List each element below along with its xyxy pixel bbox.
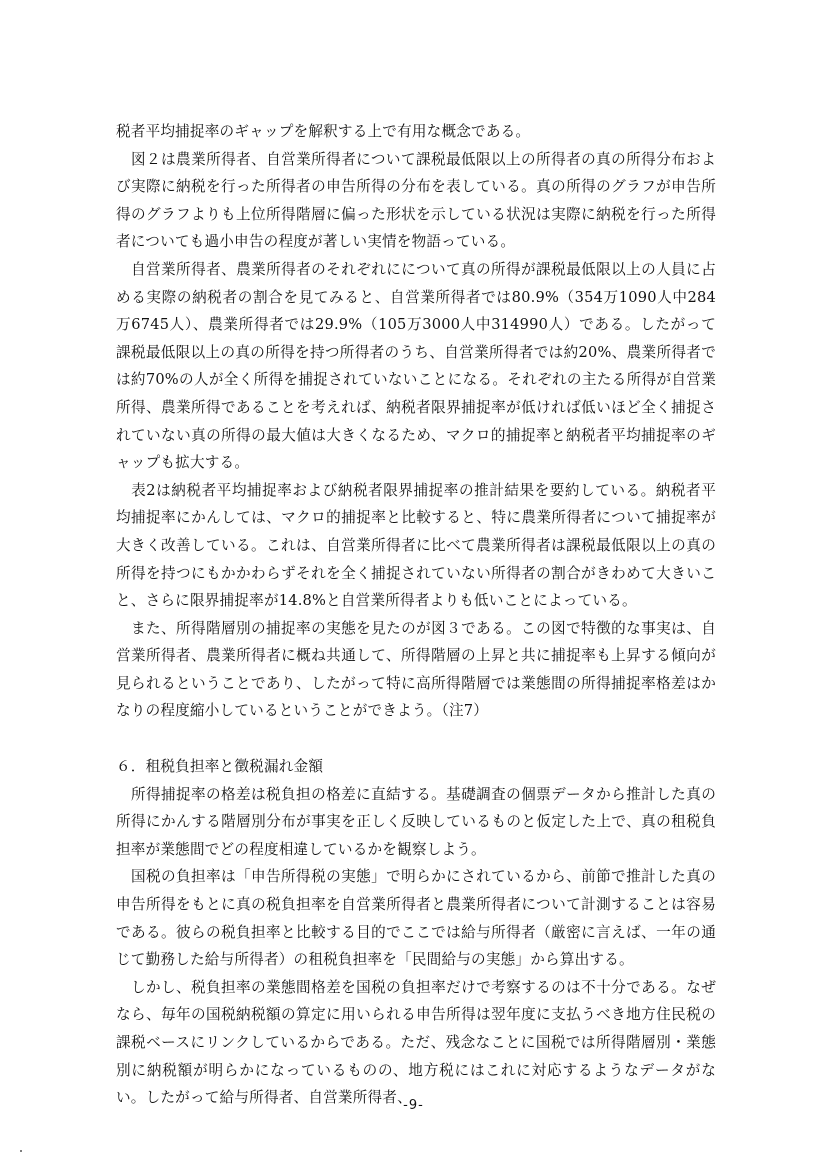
paragraph-taxpayer-ratio: 自営業所得者、農業所得者のそれぞれにについて真の所得が課税最低限以上の人員に占める実際の納税者の割合を見てみると、自営業所得者では80.9%（354万1090人中284万6745人）、農業所得者では29.9%（105万3000人中314990人）である。したがって課税最低限以上の真の所得を持つ所得者のうち、自営業所得者では約20%、農業所得者では約70%の人が全く所得を捕捉されていないことになる。それぞれの主たる所得が自営業所得、農業所得であることを考えれば、納税者限界捕捉率が低ければ低いほど全く捕捉されていない真の所得の最大値は大きくなるため、マクロ的捕捉率と納税者平均捕捉率のギャップも拡大する。 (116, 260, 716, 472)
paragraph-local-tax: しかし、税負担率の業態間格差を国税の負担率だけで考察するのは不十分である。なぜなら、毎年の国税納税額の算定に用いられる申告所得は翌年度に支払うべき地方住民税の課税ベースにリンクしているからである。ただ、残念なことに国税では所得階層別・業態別に納税額が明らかになっているものの、地方税にはこれに対応するようなデータがない。したがって給与所得者、自営業所得者、 (116, 978, 716, 1107)
page-number: -9- (403, 1098, 424, 1113)
paragraph-figure3: また、所得階層別の捕捉率の実態を見たのが図３である。この図で特徴的な事実は、自営業所得者、農業所得者に概ね共通して、所得階層の上昇と共に捕捉率も上昇する傾向が見られるということであり、したがって特に高所得階層では業態間の所得捕捉率格差はかなりの程度縮小しているということができよう。（注7） (116, 619, 716, 720)
paragraph-figure2: 図２は農業所得者、自営業所得者について課税最低限以上の所得者の真の所得分布および実際に納税を行った所得者の申告所得の分布を表している。真の所得のグラフが申告所得のグラフよりも上位所得階層に偏った形状を示している状況は実際に納税を行った所得者についても過小申告の程度が著しい実情を物語っている。 (116, 150, 716, 251)
scan-speck (20, 1150, 22, 1152)
paragraph-national-tax: 国税の負担率は「申告所得税の実態」で明らかにされているから、前節で推計した真の申告所得をもとに真の税負担率を自営業所得者と農業所得者について計測することは容易である。彼らの税負担率と比較する目的でここでは給与所得者（厳密に言えば、一年の通じて勤務した給与所得者）の租税負担率を「民間給与の実態」から算出する。 (116, 868, 716, 969)
body-text (116, 118, 716, 1112)
paragraph-continuation: 税者平均捕捉率のギャップを解釈する上で有用な概念である。 (116, 123, 531, 140)
paragraph-section6-intro: 所得捕捉率の格差は税負担の格差に直結する。基礎調査の個票データから推計した真の所得にかんする階層別分布が事実を正しく反映しているものと仮定した上で、真の租税負担率が業態間でどの程度相違しているかを観察しよう。 (116, 785, 716, 858)
paragraph-table2: 表2は納税者平均捕捉率および納税者限界捕捉率の推計結果を要約している。納税者平均捕捉率にかんしては、マクロ的捕捉率と比較すると、特に農業所得者について捕捉率が大きく改善している。これは、自営業所得者に比べて農業所得者は課税最低限以上の真の所得を持つにもかかわらずそれを全く捕捉されていない所得者の割合がきわめて大きいこと、さらに限界捕捉率が14.8%と自営業所得者よりも低いことによっている。 (116, 481, 716, 610)
section-heading: ６．租税負担率と徴税漏れ金額 (116, 758, 324, 776)
